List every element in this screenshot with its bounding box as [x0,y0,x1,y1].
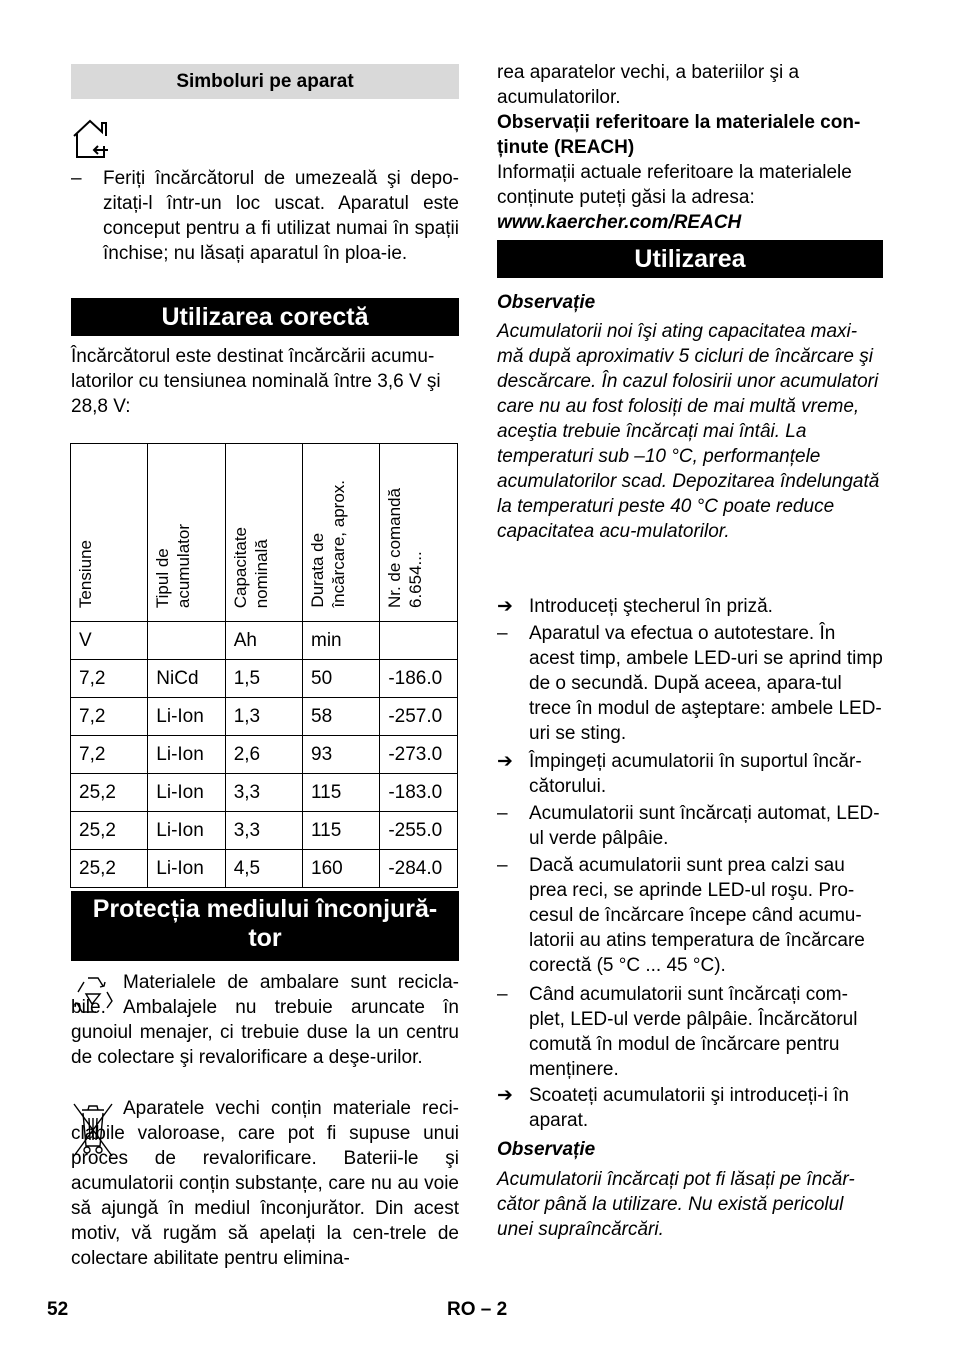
table-cell [148,622,225,660]
step-item: – Dacă acumulatorii sunt prea calzi sau prea reci, se aprinde LED-ul roşu. Pro-cesul de încărcare începe când acumu-latorii au atins temperatura de încărcare corectă (5 °C ... 45 °C). [497,855,865,976]
step-item: – Aparatul va efectua o autotestare. În acest timp, ambele LED-uri se aprind timp de o secundă. După aceea, apara-tul trece în modul de aşteptare: ambele LED-uri se sting. [497,623,883,744]
usage-heading: Utilizarea [497,240,883,278]
col-header-type: Tipul de acumulator [148,444,225,622]
step-item: ➔ Introduceți ştecherul în priză. [497,596,773,617]
reach-url-link[interactable]: www.kaercher.com/REACH [497,212,742,233]
table-cell: -257.0 [380,698,458,736]
step-item: – Când acumulatorii sunt încărcați com-plet, LED-ul verde pâlpâie. Încărcătorul comută în modul de încărcare pentru menținere. [497,984,858,1080]
table-cell: -183.0 [380,774,458,812]
table-row [71,660,458,698]
page-number: 52 [47,1299,69,1320]
packaging-recycling-text: Materialele de ambalare sunt recicla-bile. Ambalajele nu trebuie aruncate în gunoiul menajer, ci trebuie duse la un centru de colectare şi revalorificare a deşe-urilor. [71,972,459,1068]
table-cell: Li-Ion [148,812,225,850]
table-cell: min [303,622,380,660]
note-label: Observație [497,1139,596,1160]
step-item: ➔ Împingeți acumulatorii în suportul încăr-cătorului. [497,751,862,797]
disposal-text-continued: rea aparatelor vechi, a bateriilor şi a acumulatorilor. [497,62,800,108]
table-cell: 7,2 [71,698,148,736]
symbols-list-item: – Feriți încărcătorul de umezeală şi depo-zitați-l într-un loc uscat. Aparatul este conceput pentru a fi utilizat numai în spații închise; nu lăsați aparatul în ploa-ie. [71,168,459,264]
table-cell: 7,2 [71,736,148,774]
table-cell: 115 [303,774,380,812]
table-cell: 58 [303,698,380,736]
table-cell: 93 [303,736,380,774]
correct-use-heading: Utilizarea corectă [71,298,459,336]
environment-heading: Protecția mediului înconjură- tor [71,891,459,961]
table-cell: 3,3 [225,774,302,812]
step-item: – Acumulatorii sunt încărcați automat, LED-ul verde pâlpâie. [497,803,880,849]
table-cell: -273.0 [380,736,458,774]
note-text: Acumulatorii încărcați pot fi lăsați pe încăr-cător până la utilizare. Nu există pericolul unei supraîncărcări. [497,1169,855,1240]
table-row [71,812,458,850]
table-cell: Li-Ion [148,850,225,888]
table-cell: V [71,622,148,660]
note-text: Acumulatorii noi îşi ating capacitatea maxi-mă după aproximativ 5 cicluri de încărcare şi descărcare. În cazul folosirii unor acumulatori care nu au fost folosiți de mai multă vreme, aceştia trebuie încărcați mai întâi. La temperaturi sub –10 °C, performanțele acumulatorilor scad. Depozitarea îndelungată la temperaturi peste 40 °C poate reduce capacitatea acu-mulatorilor. [497,321,880,542]
table-cell: -186.0 [380,660,458,698]
table-cell: 3,3 [225,812,302,850]
symbols-heading: Simboluri pe aparat [71,64,459,99]
table-row [71,774,458,812]
table-cell: 2,6 [225,736,302,774]
table-cell: 4,5 [225,850,302,888]
col-header-duration: Durata de încărcare, aprox. [303,444,380,622]
table-cell: 1,5 [225,660,302,698]
correct-use-text: Încărcătorul este destinat încărcării acumu-latorilor cu tensiunea nominală între 3,6 V şi 28,8 V: [71,346,441,417]
col-header-capacity: Capacitate nominală [225,444,302,622]
table-cell: 25,2 [71,850,148,888]
table-row [71,736,458,774]
reach-heading: Observații referitoare la materialele con-ținute (REACH) [497,112,861,158]
table-cell: Li-Ion [148,698,225,736]
table-cell: Li-Ion [148,774,225,812]
table-cell: -284.0 [380,850,458,888]
table-cell: 1,3 [225,698,302,736]
table-cell: 25,2 [71,812,148,850]
table-header-row [71,444,458,622]
old-appliances-text: Aparatele vechi conțin materiale reci-clabile valoroase, care pot fi supuse unui proces de revalorificare. Baterii-le şi acumulatorii conțin substanțe, care nu au voie să ajungă în mediul înconjurător. Din acest motiv, vă rugăm să apelați la cen-trele de colectare abilitate pentru elimina- [71,1098,459,1269]
table-cell [380,622,458,660]
note-label: Observație [497,292,596,313]
table-cell: 50 [303,660,380,698]
table-row [71,850,458,888]
table-cell: 25,2 [71,774,148,812]
table-row [71,698,458,736]
table-cell: 7,2 [71,660,148,698]
table-cell: -255.0 [380,812,458,850]
table-cell: 115 [303,812,380,850]
reach-text: Informații actuale referitoare la materialele conținute puteți găsi la adresa: [497,162,852,208]
col-header-voltage: Tensiune [71,444,148,622]
step-item: ➔ Scoateți acumulatorii şi introduceți-i în aparat. [497,1085,849,1131]
col-header-order-no: Nr. de comandă 6.654... [380,444,458,622]
table-units-row [71,622,458,660]
table-cell: Li-Ion [148,736,225,774]
table-cell: 160 [303,850,380,888]
section-label: RO – 2 [447,1299,508,1320]
battery-table [70,443,458,888]
table-cell: NiCd [148,660,225,698]
table-cell: Ah [225,622,302,660]
indoor-use-icon [72,118,112,160]
